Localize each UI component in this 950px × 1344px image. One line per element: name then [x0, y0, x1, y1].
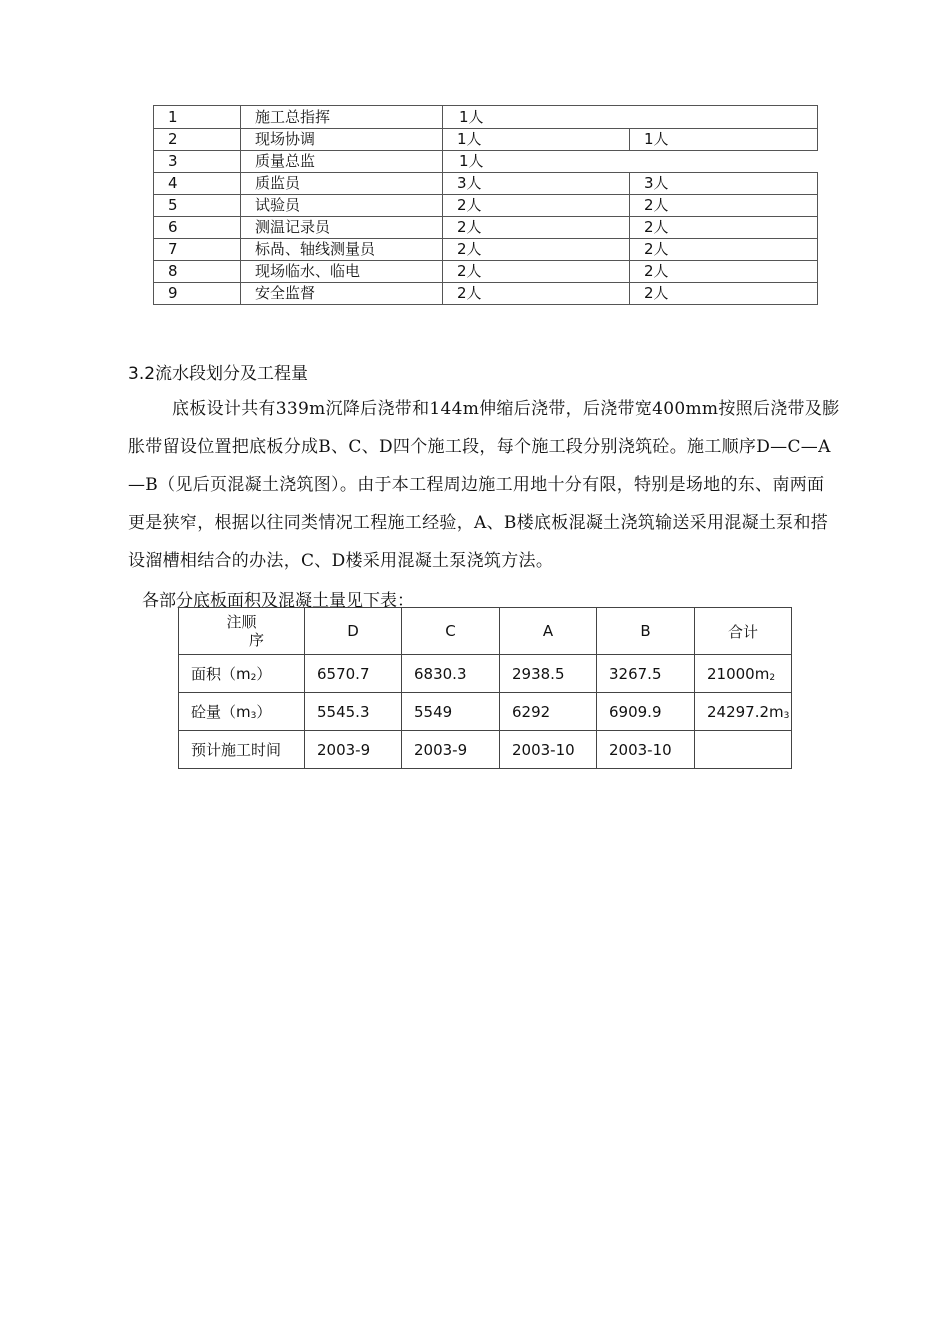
row-number-cell: 4 [154, 173, 241, 195]
value-cell [597, 655, 695, 693]
role-cell: 质监员 [241, 173, 443, 195]
staff-row [154, 106, 818, 129]
unit-exponent: 3 [783, 710, 790, 721]
header-cell: 合计 [695, 608, 792, 655]
corner-line-2: 序 [249, 631, 265, 649]
header-cell: D [305, 608, 402, 655]
role-cell: 试验员 [241, 195, 443, 217]
count-cell: 2人 [443, 239, 630, 261]
staff-row [154, 195, 818, 217]
role-cell: 标咼、轴线测量员 [241, 239, 443, 261]
value: 6830.3 [414, 664, 467, 683]
staff-row [154, 283, 818, 305]
value: 21000m [707, 664, 770, 683]
header-cell: B [597, 608, 695, 655]
staff-row [154, 129, 818, 151]
corner-line-1: 注顺 [226, 613, 257, 631]
value-cell [500, 731, 597, 769]
value: 6292 [512, 702, 551, 721]
value: 5549 [414, 702, 453, 721]
row-number-cell: 9 [154, 283, 241, 305]
quantity-header-row [179, 608, 792, 655]
row-label-end: ） [256, 665, 272, 683]
quantity-row [179, 693, 792, 731]
unit-exponent: 2 [250, 673, 257, 683]
row-label-cell [179, 693, 305, 731]
role-cell: 现场临水、临电 [241, 261, 443, 283]
count-cell: 2人 [443, 195, 630, 217]
count-cell: 2人 [630, 217, 818, 239]
value: 2938.5 [512, 664, 565, 683]
value: 5545.3 [317, 702, 370, 721]
value-cell [500, 655, 597, 693]
value-cell [500, 693, 597, 731]
role-cell: 施工总指挥 [241, 106, 443, 129]
value-cell [695, 731, 792, 769]
unit-exponent: 3 [250, 711, 257, 721]
count-cell: 2人 [443, 283, 630, 305]
corner-header-cell [179, 608, 305, 655]
staff-table [153, 105, 818, 305]
value-cell [305, 655, 402, 693]
value: 2003-9 [317, 740, 371, 759]
count-cell: 3人 [630, 173, 818, 195]
quantity-row [179, 655, 792, 693]
value-cell [695, 655, 792, 693]
quantity-row [179, 731, 792, 769]
role-cell: 安全监督 [241, 283, 443, 305]
value-cell [402, 655, 500, 693]
header-cell: C [402, 608, 500, 655]
header-cell: A [500, 608, 597, 655]
role-cell: 现场协调 [241, 129, 443, 151]
row-label: 砼量（m [191, 703, 251, 721]
value-cell [305, 693, 402, 731]
row-label: 面积（m [191, 665, 251, 683]
row-label-cell [179, 655, 305, 693]
row-label: 预计施工时间 [191, 741, 282, 759]
staff-row [154, 261, 818, 283]
row-label-end: ） [256, 703, 272, 721]
value-cell [597, 693, 695, 731]
staff-row [154, 151, 818, 173]
count-cell: 2人 [630, 261, 818, 283]
table-caption: 各部分底板面积及混凝土量见下表： [142, 591, 414, 611]
count-cell: 2人 [630, 239, 818, 261]
row-number-cell: 1 [154, 106, 241, 129]
value-cell [597, 731, 695, 769]
count-cell: 1人 [443, 106, 818, 129]
count-cell: 3人 [443, 173, 630, 195]
staff-row [154, 173, 818, 195]
count-cell: 2人 [443, 261, 630, 283]
row-number-cell: 5 [154, 195, 241, 217]
row-number-cell: 3 [154, 151, 241, 173]
value-cell [305, 731, 402, 769]
staff-row [154, 239, 818, 261]
row-number-cell: 8 [154, 261, 241, 283]
value: 2003-10 [512, 740, 575, 759]
role-cell: 质量总监 [241, 151, 443, 173]
value: 24297.2m [707, 702, 784, 721]
value: 2003-10 [609, 740, 672, 759]
value-cell [695, 693, 792, 731]
count-cell: 1人 [630, 129, 818, 151]
value: 2003-9 [414, 740, 468, 759]
value-cell [402, 693, 500, 731]
staff-row [154, 217, 818, 239]
row-label-cell [179, 731, 305, 769]
row-number-cell: 2 [154, 129, 241, 151]
count-cell: 1人 [443, 151, 818, 173]
count-cell: 2人 [630, 195, 818, 217]
row-number-cell: 6 [154, 217, 241, 239]
count-cell: 2人 [443, 217, 630, 239]
body-paragraph: 底板设计共有339m沉降后浇带和144m伸缩后浇带，后浇带宽400mm按照后浇带及膨胀带留设位置把底板分成B、C、D四个施工段，每个施工段分别浇筑砼。施工顺序D—C—A—B（见后页混凝土浇筑图）。由于本工程周边施工用地十分有限，特别是场地的东、南两面更是狭窄，根据以往同类情况工程施工经验，A、B楼底板混凝土浇筑输送采用混凝土泵和搭设溜槽相结合的办法，C、D楼采用混凝土泵浇筑方法。 [128, 399, 840, 571]
value: 3267.5 [609, 664, 662, 683]
value-cell [402, 731, 500, 769]
count-cell: 1人 [443, 129, 630, 151]
row-number-cell: 7 [154, 239, 241, 261]
value: 6909.9 [609, 702, 662, 721]
quantity-table [178, 607, 792, 769]
unit-exponent: 2 [769, 672, 776, 683]
section-heading: 3.2流水段划分及工程量 [128, 364, 309, 384]
role-cell: 测温记录员 [241, 217, 443, 239]
count-cell: 2人 [630, 283, 818, 305]
value: 6570.7 [317, 664, 370, 683]
